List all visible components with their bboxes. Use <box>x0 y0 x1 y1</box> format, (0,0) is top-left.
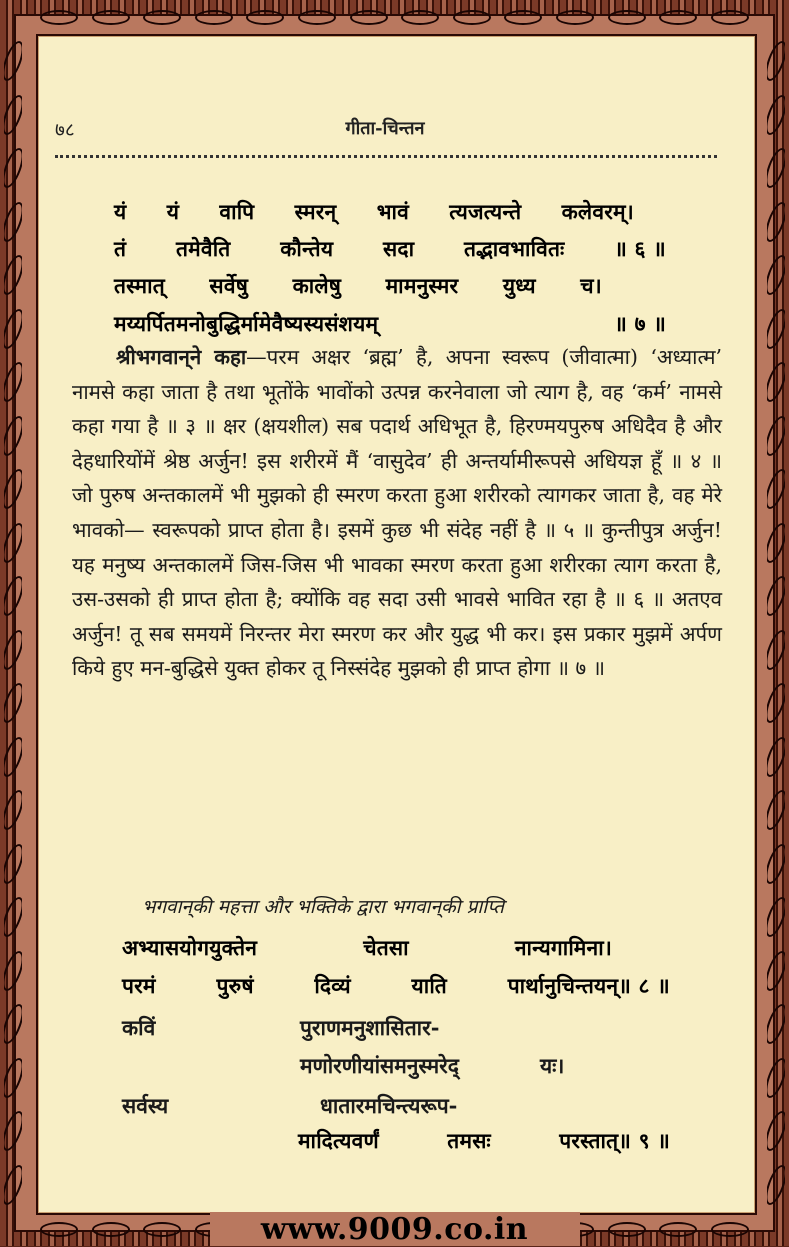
verse-line-5: अभ्यासयोगयुक्तेन चेतसा नान्यगामिना। <box>122 935 612 960</box>
speaker-label: श्रीभगवान्‌ने कहा <box>116 345 247 369</box>
frame-ornament-left <box>4 40 22 1206</box>
verse-line-9a: सर्वस्य <box>122 1093 169 1118</box>
verse-line-3: तस्मात् सर्वेषु कालेषु मामनुस्मर युध्य च। <box>114 273 602 298</box>
verse-line-8a: मणोरणीयांसमनुस्मरेद् <box>300 1053 459 1078</box>
section-subheading: भगवान्‌की महत्ता और भक्तिके द्वारा भगवान्‌की प्राप्ति <box>142 896 504 918</box>
verse-line-10: मादित्यवर्णं तमसः परस्तात्॥ ९ ॥ <box>298 1128 670 1153</box>
translation-text: —परम अक्षर ‘ब्रह्म’ है, अपना स्वरूप (जीवात्मा) ‘अध्यात्म’ नामसे कहा जाता है तथा भूतोंके भावोंको उत्पन्न करनेवाला जो त्याग है, वह ‘कर्म’ नामसे कहा गया है ॥ ३ ॥ क्षर (क्षयशील) सब पदार्थ अधिभूत है, हिरण्मयपुरुष अधिदैव है और देहधारियोंमें श्रेष्ठ अर्जुन! इस शरीरमें मैं ‘वासुदेव’ ही अन्तर्यामीरूपसे अधियज्ञ हूँ ॥ ४ ॥ जो पुरुष अन्तकालमें भी मुझको ही स्मरण करता हुआ शरीरको त्यागकर जाता है, वह मेरे भावको— स्वरूपको प्राप्त होता है। इसमें कुछ भी संदेह नहीं है ॥ ५ ॥ कुन्तीपुत्र अर्जुन! यह मनुष्य अन्तकालमें जिस-जिस भी भावका स्मरण करता हुआ शरीरका त्याग करता है, उस-उसको ही प्राप्त होता है; क्योंकि वह सदा उसी भावसे भावित रहा है ॥ ६ ॥ अतएव अर्जुन! तू सब समयमें निरन्तर मेरा स्मरण कर और युद्ध भी कर। इस प्रकार मुझमें अर्पण किये हुए मन-बुद्धिसे युक्त होकर तू निस्संदेह मुझको ही प्राप्त होगा ॥ ७ ॥ <box>72 345 722 681</box>
frame-ornament-top <box>40 7 749 27</box>
page-header <box>55 116 715 140</box>
page-number: ७८ <box>55 119 75 141</box>
verse-line-2: तं तमेवैति कौन्तेय सदा तद्भावभावितः ॥ ६ ॥ <box>114 236 666 261</box>
translation-paragraph <box>72 340 722 686</box>
verse-line-9b: धातारमचिन्त्यरूप- <box>320 1093 458 1118</box>
verse-line-7b: पुराणमनुशासितार- <box>300 1015 440 1040</box>
header-divider <box>55 155 717 158</box>
running-title: गीता-चिन्तन <box>345 118 425 139</box>
website-url-link[interactable]: www.9009.co.in <box>260 1212 529 1247</box>
verse-line-4: मय्यर्पितमनोबुद्धिर्मामेवैष्यस्यसंशयम् ॥ ७ ॥ <box>114 311 666 336</box>
verse-line-1: यं यं वापि स्मरन् भावं त्यजत्यन्ते कलेवरम्। <box>114 199 634 224</box>
verse-line-7a: कविं <box>122 1015 156 1040</box>
verse-line-6: परमं पुरुषं दिव्यं याति पार्थानुचिन्तयन्॥ ८ ॥ <box>122 973 670 998</box>
verse-line-8b: यः। <box>540 1053 565 1078</box>
frame-ornament-right <box>767 40 785 1206</box>
